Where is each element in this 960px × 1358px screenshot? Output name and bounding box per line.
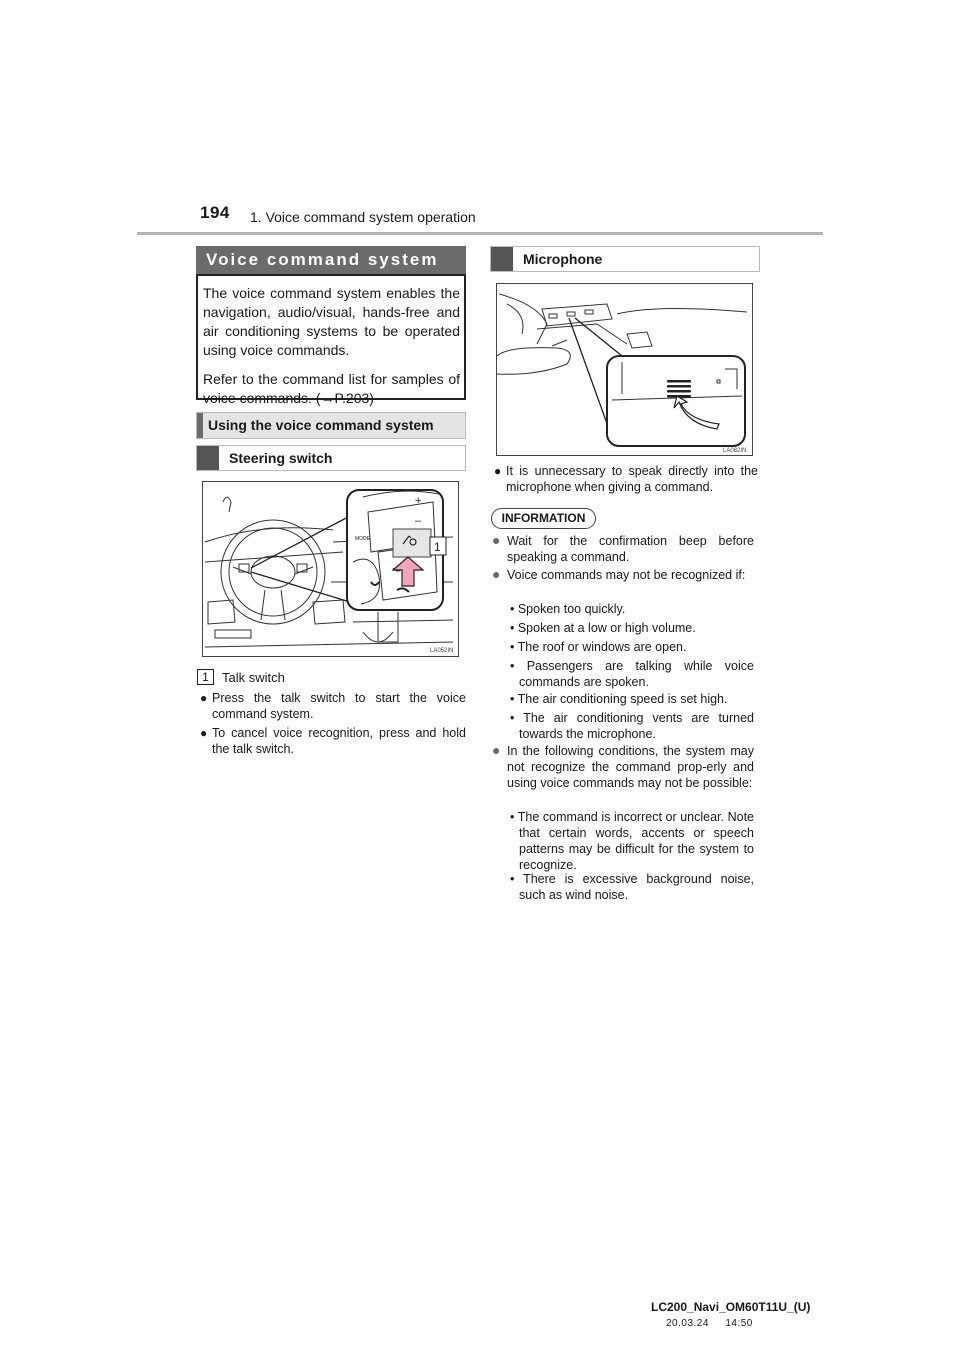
microphone-drawing [497,284,752,455]
list-item: ● It is unnecessary to speak directly into the microphone when giving a command. [494,464,758,494]
steering-wheel-illustration [202,481,459,657]
arrow-icon: → [320,390,335,406]
sub-list-item: • The air conditioning vents are turned towards the microphone. [510,711,754,741]
section-banner: Voice command system [196,246,466,274]
figure-code: LA082IN [723,448,747,454]
document-id: LC200_Navi_OM60T11U_(U) [651,1300,811,1314]
page-reference-link[interactable]: P.203) [334,390,374,406]
subsection-heading: Using the voice command system [196,412,466,439]
sub-list-item: • Spoken at a low or high volume. [510,621,696,635]
sub-list-item: • There is excessive background noise, such as wind noise. [510,872,754,902]
svg-text:–: – [415,515,422,527]
bullet-icon: ● [200,726,208,740]
microphone-heading: Microphone [490,246,760,272]
sub-list-item: • The air conditioning speed is set high. [510,692,728,706]
bullet-icon: ● [492,566,501,582]
header-rule [137,232,823,235]
bullet-icon: ● [492,532,501,548]
page-number: 194 [200,203,230,222]
bullet-icon: ● [494,464,502,478]
steering-switch-heading: Steering switch [196,445,466,471]
sub-list-item: • The roof or windows are open. [510,640,687,654]
info-item: ● In the following conditions, the system may not recognize the command prop-erly and using voice commands may not be possible: [492,742,754,790]
reference-paragraph: Refer to the command list for samples of voice commands. (→P.203) [203,371,460,406]
sub-list-item: • Passengers are talking while voice commands are spoken. [510,659,754,689]
sub-list-item: • The command is incorrect or unclear. Note that certain words, accents or speech patterns may be difficult for the system to recognize. [510,810,754,872]
legend-label: Talk switch [222,670,285,685]
bullet-icon: ● [492,742,501,758]
intro-box [196,274,466,406]
mode-label: MODE [355,536,370,542]
legend-number-box: 1 [197,669,214,685]
intro-paragraph: The voice command system enables the navigation, audio/visual, hands-free and air conditioning systems to be operated using voice commands. [203,285,460,358]
figure-callout-number: 1 [434,540,441,554]
section-title: 1. Voice command system operation [250,209,476,225]
figure-code: LA052IN [430,648,454,654]
timestamp: 20.03.24 14:50 [666,1318,753,1329]
steering-wheel-drawing [203,482,458,656]
bullet-icon: ● [200,691,208,705]
svg-text:+: + [415,495,422,507]
info-item: ● Voice commands may not be recognized if: [492,566,746,582]
heading-tab-marker [197,446,219,470]
microphone-illustration [496,283,753,456]
heading-tab-marker [491,247,513,271]
information-label: INFORMATION [491,508,596,529]
list-item: ● Press the talk switch to start the voice command system. [200,691,466,721]
list-item: ● To cancel voice recognition, press and hold the talk switch. [200,726,466,756]
info-item: ● Wait for the confirmation beep before speaking a command. [492,532,754,564]
sub-list-item: • Spoken too quickly. [510,602,626,616]
